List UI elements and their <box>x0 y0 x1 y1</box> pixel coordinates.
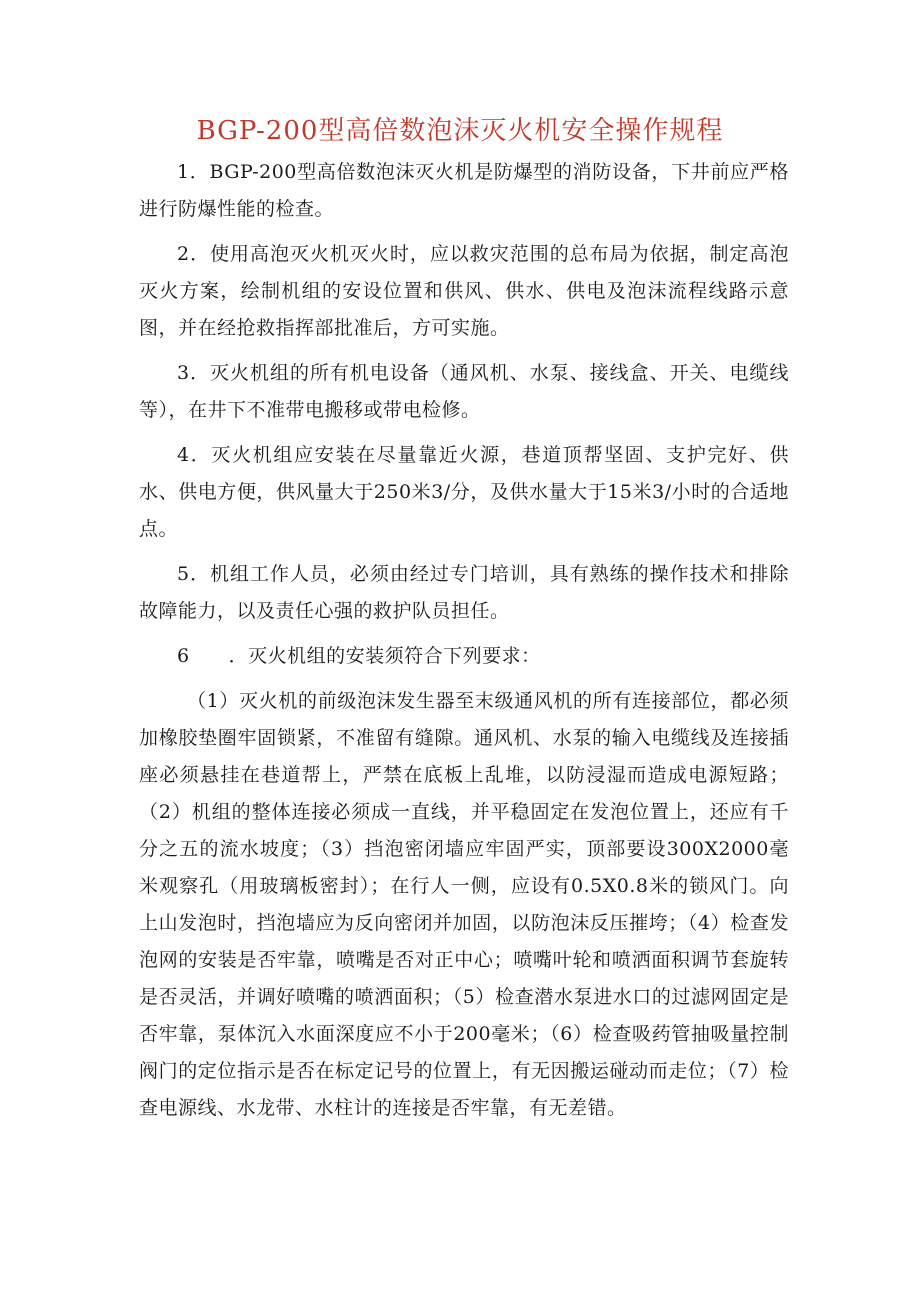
paragraph-5: 5．机组工作人员，必须由经过专门培训，具有熟练的操作技术和排除故障能力，以及责任心强的救护队员担任。 <box>139 563 789 622</box>
paragraph-3: 3．灭火机组的所有机电设备（通风机、水泵、接线盒、开关、电缆线等），在井下不准带电搬移或带电检修。 <box>139 362 789 421</box>
paragraph-4: 4．灭火机组应安装在尽量靠近火源，巷道顶帮坚固、支护完好、供水、供电方便，供风量大于250米3/分，及供水量大于15米3/小时的合适地点。 <box>139 444 789 540</box>
document-body <box>139 154 789 1135</box>
paragraph-1: 1．BGP-200型高倍数泡沫灭火机是防爆型的消防设备，下井前应严格进行防爆性能的检查。 <box>139 161 789 220</box>
paragraph-2: 2．使用高泡灭火机灭火时，应以救灾范围的总布局为依据，制定高泡灭火方案，绘制机组的安设位置和供风、供水、供电及泡沫流程线路示意图，并在经抢救指挥部批准后，方可实施。 <box>139 243 789 339</box>
paragraph-6-requirements: （1）灭火机的前级泡沫发生器至末级通风机的所有连接部位，都必须加橡胶垫圈牢固锁紧，不准留有缝隙。通风机、水泵的输入电缆线及连接插座必须悬挂在巷道帮上，严禁在底板上乱堆，以防浸湿而造成电源短路；（2）机组的整体连接必须成一直线，并平稳固定在发泡位置上，还应有千分之五的流水坡度；（3）挡泡密闭墙应牢固严实，顶部要设300X2000毫米观察孔（用玻璃板密封）；在行人一侧，应设有0.5X0.8米的锁风门。向上山发泡时，挡泡墙应为反向密闭并加固，以防泡沫反压摧垮；（4）检查发泡网的安装是否牢靠，喷嘴是否对正中心；喷嘴叶轮和喷洒面积调节套旋转是否灵活，并调好喷嘴的喷洒面积；（5）检查潜水泵进水口的过滤网固定是否牢靠，泵体沉入水面深度应不小于200毫米；（6）检查吸药管抽吸量控制阀门的定位指示是否在标定记号的位置上，有无因搬运碰动而走位；（7）检查电源线、水龙带、水柱计的连接是否牢靠，有无差错。 <box>139 690 789 1119</box>
page-title: BGP-200型高倍数泡沫灭火机安全操作规程 <box>196 116 724 146</box>
paragraph-6: 6 ．灭火机组的安装须符合下列要求： <box>177 645 541 667</box>
